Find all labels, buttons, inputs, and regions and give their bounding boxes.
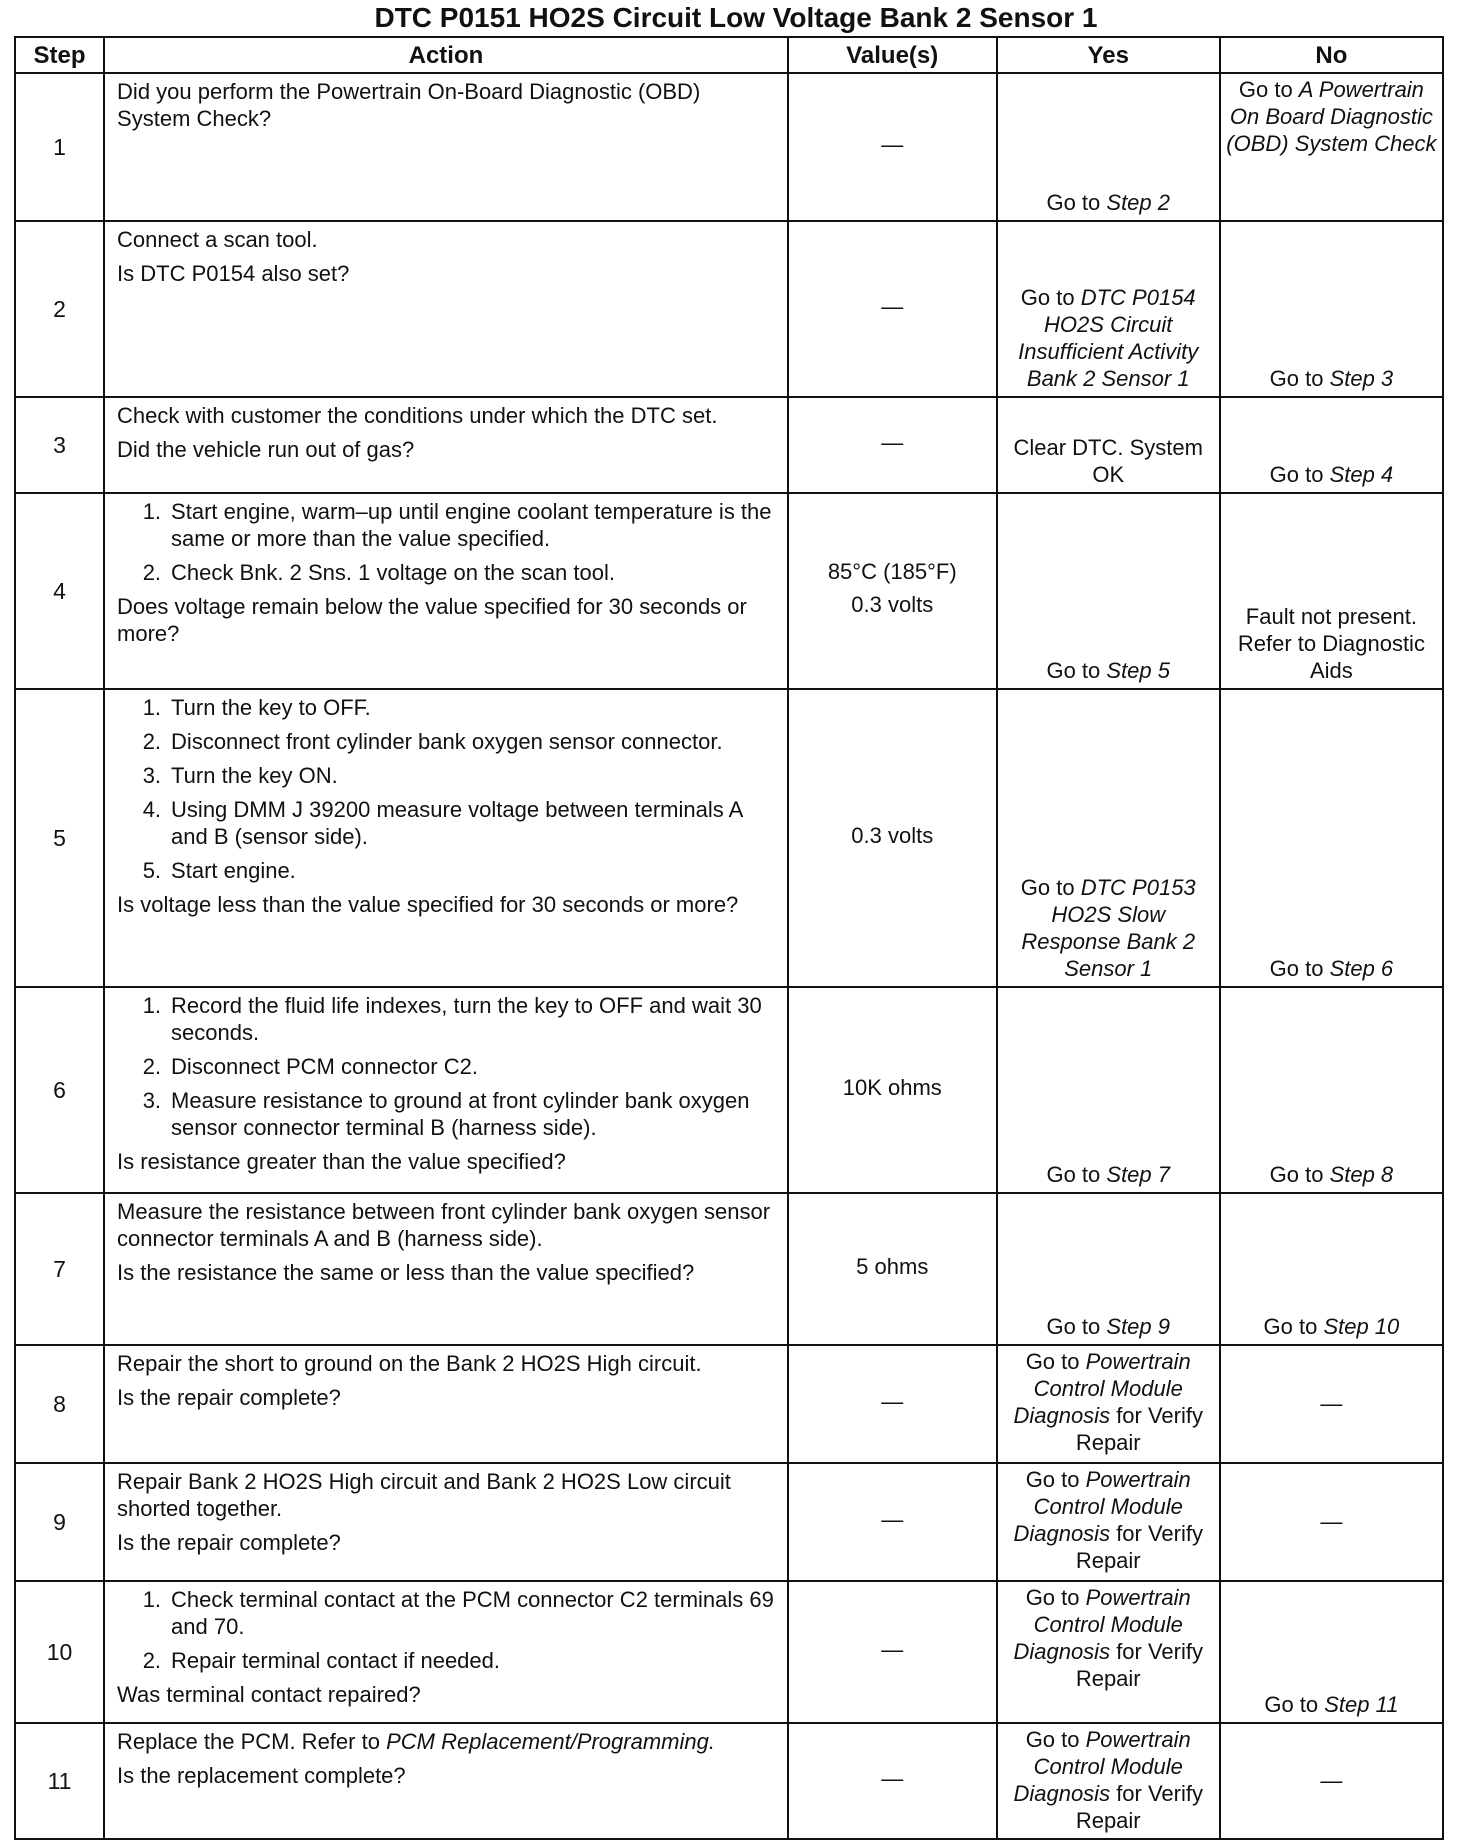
text-run: Go to: [1046, 190, 1107, 215]
table-row: [15, 73, 1443, 221]
yes-cell: [997, 1581, 1220, 1723]
action-cell: [104, 1345, 788, 1463]
value-text: 5 ohms: [856, 1253, 929, 1279]
action-step-number: 1.: [142, 499, 162, 524]
value-text: —: [881, 1765, 904, 1791]
step-number: 9: [15, 1463, 104, 1581]
step-number: 2: [15, 221, 104, 397]
text-run: Go to: [1238, 77, 1299, 102]
no-cell: [1220, 1723, 1443, 1839]
value-text: —: [881, 1636, 904, 1662]
table-row: [15, 1723, 1443, 1839]
value-cell: [788, 1723, 997, 1839]
text-run: Go to: [1046, 1162, 1107, 1187]
text-run: Go to: [1020, 285, 1081, 310]
value-text: —: [881, 1506, 904, 1532]
table-row: [15, 397, 1443, 493]
action-step-number: 1.: [142, 993, 162, 1018]
italic-run: Step 4: [1329, 462, 1394, 487]
action-paragraph: Did you perform the Powertrain On-Board Diagnostic (OBD) System Check?: [117, 79, 701, 131]
action-paragraph: Measure the resistance between front cylinder bank oxygen sensor connector terminals A and B (harness side).: [117, 1199, 771, 1251]
action-cell: [104, 1723, 788, 1839]
action-step-number: 5.: [142, 858, 162, 883]
action-paragraph: Is the replacement complete?: [117, 1763, 406, 1788]
action-step-item: [117, 694, 777, 721]
text-run: Go to: [1025, 1585, 1086, 1610]
step-number: 8: [15, 1345, 104, 1463]
table-row: [15, 493, 1443, 689]
action-paragraph: Check with customer the conditions under which the DTC set.: [117, 403, 718, 428]
action-paragraph: Is resistance greater than the value specified?: [117, 1149, 566, 1174]
text-run: —: [1320, 1508, 1343, 1534]
text-run: Go to: [1269, 956, 1330, 981]
yes-cell: [997, 73, 1220, 221]
text-run: Go to: [1269, 366, 1330, 391]
italic-run: Step 5: [1106, 658, 1170, 683]
italic-run: Powertrain Control Module Diagnosis: [1013, 1727, 1191, 1806]
action-step-text: Disconnect PCM connector C2.: [171, 1054, 478, 1079]
action-step-text: Using DMM J 39200 measure voltage between terminals A and B (sensor side).: [171, 797, 743, 849]
yes-cell: [997, 221, 1220, 397]
italic-run: Powertrain Control Module Diagnosis: [1013, 1467, 1191, 1546]
page-title: DTC P0151 HO2S Circuit Low Voltage Bank 2 Sensor 1: [374, 2, 1098, 33]
action-step-item: [117, 1053, 777, 1080]
action-paragraph: Repair the short to ground on the Bank 2 HO2S High circuit.: [117, 1351, 702, 1376]
italic-run: Step 11: [1324, 1692, 1399, 1717]
action-step-text: Record the fluid life indexes, turn the key to OFF and wait 30 seconds.: [171, 993, 762, 1045]
italic-run: Step 7: [1106, 1162, 1170, 1187]
text-run: Go to: [1046, 658, 1107, 683]
no-cell: [1220, 1581, 1443, 1723]
action-steps-list: [117, 992, 777, 1141]
value-cell: [788, 493, 997, 689]
action-paragraph: Repair Bank 2 HO2S High circuit and Bank 2 HO2S Low circuit shorted together.: [117, 1469, 731, 1521]
italic-run: Step 8: [1329, 1162, 1394, 1187]
header-step: Step: [15, 37, 104, 73]
text-run: Go to: [1264, 1692, 1325, 1717]
action-step-item: [117, 796, 777, 850]
value-cell: [788, 689, 997, 987]
yes-cell: [997, 987, 1220, 1193]
action-step-text: Check Bnk. 2 Sns. 1 voltage on the scan tool.: [171, 560, 615, 585]
step-number: 11: [15, 1723, 104, 1839]
action-cell: [104, 1463, 788, 1581]
value-cell: [788, 1193, 997, 1345]
text-run: Go to: [1269, 462, 1330, 487]
action-step-text: Start engine.: [171, 858, 296, 883]
action-step-number: 3.: [142, 1088, 162, 1113]
yes-cell: [997, 1723, 1220, 1839]
action-step-number: 2.: [142, 560, 162, 585]
yes-cell: [997, 1193, 1220, 1345]
action-steps-list: [117, 694, 777, 884]
action-step-item: [117, 1087, 777, 1141]
text-run: Go to: [1025, 1467, 1086, 1492]
text-run: Go to: [1020, 875, 1081, 900]
text-run: Clear DTC. System OK: [1013, 435, 1203, 487]
action-cell: [104, 221, 788, 397]
step-number: 10: [15, 1581, 104, 1723]
italic-run: Step 3: [1329, 366, 1394, 391]
step-number: 7: [15, 1193, 104, 1345]
text-run: Go to: [1269, 1162, 1330, 1187]
action-step-item: [117, 992, 777, 1046]
table-body: [15, 73, 1443, 1839]
no-cell: [1220, 221, 1443, 397]
table-row: [15, 1581, 1443, 1723]
italic-run: Powertrain Control Module Diagnosis: [1013, 1349, 1191, 1428]
action-paragraph: Was terminal contact repaired?: [117, 1682, 421, 1707]
action-step-text: Turn the key to OFF.: [171, 695, 371, 720]
italic-run: Step 6: [1329, 956, 1394, 981]
table-row: [15, 1193, 1443, 1345]
text-run: for Verify Repair: [1075, 1521, 1203, 1573]
value-text: —: [881, 293, 904, 319]
no-cell: [1220, 1345, 1443, 1463]
value-text: 0.3 volts: [851, 822, 934, 848]
text-run: for Verify Repair: [1075, 1403, 1203, 1455]
step-number: 1: [15, 73, 104, 221]
action-cell: [104, 1193, 788, 1345]
value-text: 0.3 volts: [851, 592, 934, 617]
table-row: [15, 1345, 1443, 1463]
italic-run: Step 2: [1106, 190, 1170, 215]
italic-run: Powertrain Control Module Diagnosis: [1013, 1585, 1191, 1664]
italic-run: DTC P0153 HO2S Slow Response Bank 2 Sensor 1: [1021, 875, 1196, 981]
action-step-item: [117, 1647, 777, 1674]
value-cell: [788, 987, 997, 1193]
action-paragraph: Is voltage less than the value specified for 30 seconds or more?: [117, 892, 739, 917]
text-run: Go to: [1046, 1314, 1107, 1339]
action-cell: [104, 73, 788, 221]
action-step-text: Measure resistance to ground at front cylinder bank oxygen sensor connector terminal B (harness side).: [171, 1088, 750, 1140]
table-row: [15, 987, 1443, 1193]
yes-cell: [997, 493, 1220, 689]
action-step-number: 1.: [142, 1587, 162, 1612]
action-step-item: [117, 762, 777, 789]
action-paragraph: Is DTC P0154 also set?: [117, 261, 350, 286]
table-row: [15, 221, 1443, 397]
action-step-item: [117, 559, 777, 586]
italic-run: Step 9: [1106, 1314, 1170, 1339]
value-cell: [788, 1345, 997, 1463]
no-cell: [1220, 1193, 1443, 1345]
action-paragraph: Is the repair complete?: [117, 1530, 341, 1555]
action-cell: [104, 1581, 788, 1723]
value-cell: [788, 1463, 997, 1581]
header-action: Action: [104, 37, 788, 73]
text-run: Go to: [1025, 1727, 1086, 1752]
no-cell: [1220, 73, 1443, 221]
value-text: —: [881, 429, 904, 455]
action-step-number: 2.: [142, 1054, 162, 1079]
action-step-number: 3.: [142, 763, 162, 788]
text-run: —: [1320, 1767, 1343, 1793]
text-run: for Verify Repair: [1075, 1781, 1203, 1833]
action-step-number: 4.: [142, 797, 162, 822]
text-run: —: [1320, 1390, 1343, 1416]
value-cell: [788, 397, 997, 493]
value-cell: [788, 1581, 997, 1723]
no-cell: [1220, 987, 1443, 1193]
action-step-text: Turn the key ON.: [171, 763, 338, 788]
action-paragraph: Connect a scan tool.: [117, 227, 318, 252]
table-header-row: [15, 37, 1443, 73]
no-cell: [1220, 397, 1443, 493]
action-step-item: [117, 498, 777, 552]
action-step-item: [117, 857, 777, 884]
step-number: 4: [15, 493, 104, 689]
header-no: No: [1220, 37, 1443, 73]
text-run: for Verify Repair: [1075, 1639, 1203, 1691]
action-step-number: 2.: [142, 1648, 162, 1673]
value-text: 85°C (185°F): [827, 559, 957, 584]
action-step-number: 2.: [142, 729, 162, 754]
value-text: 10K ohms: [842, 1074, 942, 1100]
step-number: 3: [15, 397, 104, 493]
no-cell: [1220, 493, 1443, 689]
action-cell: [104, 987, 788, 1193]
yes-cell: [997, 397, 1220, 493]
action-step-text: Repair terminal contact if needed.: [171, 1648, 501, 1673]
diagnostic-table: [14, 36, 1444, 1840]
action-paragraph: Does voltage remain below the value specified for 30 seconds or more?: [117, 594, 747, 646]
step-number: 5: [15, 689, 104, 987]
italic-run: DTC P0154 HO2S Circuit Insufficient Activity Bank 2 Sensor 1: [1018, 285, 1199, 391]
action-paragraph: Did the vehicle run out of gas?: [117, 437, 415, 462]
action-step-item: [117, 1586, 777, 1640]
action-step-text: Disconnect front cylinder bank oxygen sensor connector.: [171, 729, 723, 754]
action-step-text: Start engine, warm–up until engine coolant temperature is the same or more than the value specified.: [171, 499, 772, 551]
action-step-item: [117, 728, 777, 755]
action-step-text: Check terminal contact at the PCM connector C2 terminals 69 and 70.: [171, 1587, 774, 1639]
value-cell: [788, 221, 997, 397]
action-steps-list: [117, 498, 777, 586]
value-text: —: [881, 131, 904, 157]
value-cell: [788, 73, 997, 221]
italic-run: A Powertrain On Board Diagnostic (OBD) System Check: [1226, 77, 1437, 156]
italic-run: Step 10: [1323, 1314, 1400, 1339]
action-paragraph: Is the repair complete?: [117, 1385, 341, 1410]
yes-cell: [997, 689, 1220, 987]
action-cell: [104, 493, 788, 689]
yes-cell: [997, 1463, 1220, 1581]
action-paragraph: Replace the PCM. Refer to PCM Replacement/Programming.: [117, 1729, 715, 1754]
step-number: 6: [15, 987, 104, 1193]
no-cell: [1220, 689, 1443, 987]
header-yes: Yes: [997, 37, 1220, 73]
value-text: —: [881, 1388, 904, 1414]
yes-cell: [997, 1345, 1220, 1463]
no-cell: [1220, 1463, 1443, 1581]
table-row: [15, 689, 1443, 987]
action-steps-list: [117, 1586, 777, 1674]
action-cell: [104, 397, 788, 493]
action-step-number: 1.: [142, 695, 162, 720]
action-paragraph: Is the resistance the same or less than the value specified?: [117, 1260, 695, 1285]
text-run: Fault not present. Refer to Diagnostic Aids: [1237, 604, 1425, 683]
table-row: [15, 1463, 1443, 1581]
action-cell: [104, 689, 788, 987]
text-run: Go to: [1263, 1314, 1324, 1339]
header-values: Value(s): [788, 37, 997, 73]
text-run: Go to: [1025, 1349, 1086, 1374]
